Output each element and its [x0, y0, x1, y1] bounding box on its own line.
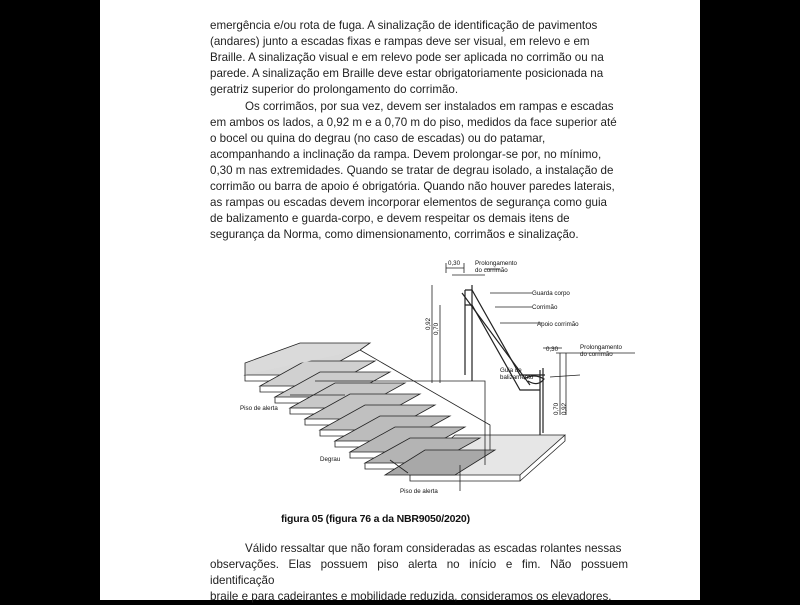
paragraph-3	[210, 541, 628, 605]
text-line: de balizamento e guarda-corpo, e devem respeitar os demais itens de	[210, 212, 570, 225]
text-line: segurança da Norma, como dimensionamento, corrimãos e sinalização.	[210, 228, 579, 241]
label-prolongamento-right-2: do corrimão	[580, 351, 613, 358]
document-page	[100, 0, 700, 603]
label-piso-alerta-bottom: Piso de alerta	[400, 488, 438, 495]
text-line: acompanhando a inclinação da rampa. Devem prolongar-se por, no mínimo,	[210, 148, 602, 161]
label-piso-alerta-left: Piso de alerta	[240, 405, 278, 412]
label-prolongamento-top: Prolongamento	[475, 260, 517, 267]
label-dim-070-left: 0,70	[433, 322, 440, 335]
label-dim-070-right: 0,70	[553, 402, 560, 415]
text-line: as rampas ou escadas devem incorporar elementos de segurança como guia	[210, 196, 607, 209]
text-line: Válido ressaltar que não foram consideradas as escadas rolantes nessas	[245, 542, 622, 555]
label-dim-030-top: 0,30	[448, 260, 461, 267]
text-line: Braille. A sinalização visual e em relevo pode ser aplicada no corrimão ou na	[210, 51, 604, 64]
label-guia-balizamento: Guia de	[500, 367, 522, 374]
stair-steps	[245, 350, 495, 475]
label-corrimao: Corrimão	[532, 304, 558, 311]
label-prolongamento-top-2: do corrimão	[475, 267, 508, 274]
label-prolongamento-right: Prolongamento	[580, 344, 622, 351]
text-line: braile e para cadeirantes e mobilidade reduzida, consideramos os elevadores.	[210, 590, 612, 603]
text-line: emergência e/ou rota de fuga. A sinalização de identificação de pavimentos	[210, 19, 598, 32]
label-guarda-corpo: Guarda corpo	[532, 290, 570, 297]
text-line: observações. Elas possuem piso alerta no início e fim. Não possuem identificação	[210, 558, 628, 587]
text-line: o bocel ou quina do degrau (no caso de escadas) ou do patamar,	[210, 132, 546, 145]
text-line: em ambos os lados, a 0,92 m e a 0,70 m do piso, medidos da face superior até	[210, 116, 617, 129]
text-line: parede. A sinalização em Braille deve estar obrigatoriamente posicionada na	[210, 67, 604, 80]
paragraph-1	[210, 18, 628, 98]
stair-handrail-figure	[240, 255, 622, 500]
label-dim-092-right: 0,92	[561, 402, 568, 415]
label-apoio-corrimao: Apoio corrimão	[537, 321, 579, 328]
figure-caption: figura 05 (figura 76 a da NBR9050/2020)	[281, 513, 470, 525]
text-line: Os corrimãos, por sua vez, devem ser instalados em rampas e escadas	[245, 100, 614, 113]
label-dim-092-left: 0,92	[425, 317, 432, 330]
label-guia-balizamento-2: balizamento	[500, 374, 534, 381]
text-line: (andares) junto a escadas fixas e rampas deve ser visual, em relevo e em	[210, 35, 590, 48]
label-dim-030-right: 0,30	[546, 346, 559, 353]
text-line: corrimão ou barra de apoio é obrigatória. Quando não houver paredes laterais,	[210, 180, 615, 193]
text-line: 0,30 m nas extremidades. Quando se tratar de degrau isolado, a instalação de	[210, 164, 614, 177]
label-degrau: Degrau	[320, 456, 341, 463]
text-line: geratriz superior do prolongamento do corrimão.	[210, 83, 459, 96]
paragraph-2	[210, 99, 628, 243]
